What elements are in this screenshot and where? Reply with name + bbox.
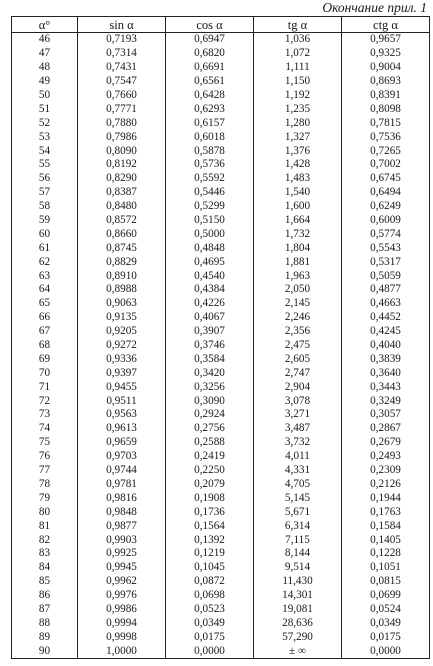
sin-cell: 1,0000 bbox=[78, 644, 166, 658]
angle-cell: 90 bbox=[12, 644, 78, 658]
ctg-cell: 0,4245 bbox=[342, 325, 430, 339]
table-row bbox=[12, 630, 430, 644]
table-row bbox=[12, 366, 430, 380]
angle-cell: 54 bbox=[12, 144, 78, 158]
ctg-cell: 0,7002 bbox=[342, 158, 430, 172]
tg-cell: 2,475 bbox=[254, 339, 342, 353]
ctg-cell: 0,4040 bbox=[342, 339, 430, 353]
angle-cell: 58 bbox=[12, 200, 78, 214]
sin-cell: 0,9925 bbox=[78, 547, 166, 561]
sin-cell: 0,9848 bbox=[78, 505, 166, 519]
sin-cell: 0,9272 bbox=[78, 339, 166, 353]
ctg-cell: 0,4663 bbox=[342, 297, 430, 311]
tg-cell: 1,732 bbox=[254, 227, 342, 241]
sin-cell: 0,8290 bbox=[78, 172, 166, 186]
angle-cell: 60 bbox=[12, 227, 78, 241]
sin-cell: 0,8660 bbox=[78, 227, 166, 241]
ctg-cell: 0,3443 bbox=[342, 380, 430, 394]
table-row bbox=[12, 575, 430, 589]
angle-cell: 49 bbox=[12, 75, 78, 89]
sin-cell: 0,7193 bbox=[78, 33, 166, 47]
cos-cell: 0,1736 bbox=[166, 505, 254, 519]
sin-cell: 0,9659 bbox=[78, 436, 166, 450]
angle-cell: 81 bbox=[12, 519, 78, 533]
ctg-cell: 0,6494 bbox=[342, 186, 430, 200]
ctg-cell: 0,3839 bbox=[342, 352, 430, 366]
angle-cell: 57 bbox=[12, 186, 78, 200]
cos-cell: 0,4695 bbox=[166, 255, 254, 269]
ctg-cell: 0,3057 bbox=[342, 408, 430, 422]
ctg-cell: 0,4452 bbox=[342, 311, 430, 325]
cos-cell: 0,1392 bbox=[166, 533, 254, 547]
sin-cell: 0,7547 bbox=[78, 75, 166, 89]
ctg-cell: 0,2126 bbox=[342, 478, 430, 492]
cos-cell: 0,6691 bbox=[166, 61, 254, 75]
tg-cell: 4,331 bbox=[254, 464, 342, 478]
angle-cell: 64 bbox=[12, 283, 78, 297]
tg-cell: 1,192 bbox=[254, 89, 342, 103]
tg-cell: 1,036 bbox=[254, 33, 342, 47]
table-row bbox=[12, 116, 430, 130]
tg-cell: 3,732 bbox=[254, 436, 342, 450]
angle-cell: 66 bbox=[12, 311, 78, 325]
sin-cell: 0,7771 bbox=[78, 102, 166, 116]
sin-cell: 0,8090 bbox=[78, 144, 166, 158]
tg-cell: 6,314 bbox=[254, 519, 342, 533]
angle-cell: 56 bbox=[12, 172, 78, 186]
cos-cell: 0,5446 bbox=[166, 186, 254, 200]
angle-cell: 88 bbox=[12, 616, 78, 630]
sin-cell: 0,9063 bbox=[78, 297, 166, 311]
ctg-cell: 0,0349 bbox=[342, 616, 430, 630]
table-row bbox=[12, 380, 430, 394]
tg-cell: 9,514 bbox=[254, 561, 342, 575]
cos-cell: 0,5000 bbox=[166, 227, 254, 241]
header-ctg: ctg α bbox=[342, 17, 430, 33]
angle-cell: 83 bbox=[12, 547, 78, 561]
cos-cell: 0,3907 bbox=[166, 325, 254, 339]
cos-cell: 0,3746 bbox=[166, 339, 254, 353]
table-row bbox=[12, 589, 430, 603]
sin-cell: 0,9205 bbox=[78, 325, 166, 339]
header-tg: tg α bbox=[254, 17, 342, 33]
trig-values-table bbox=[11, 16, 430, 659]
sin-cell: 0,9563 bbox=[78, 408, 166, 422]
sin-cell: 0,8572 bbox=[78, 214, 166, 228]
tg-cell: 11,430 bbox=[254, 575, 342, 589]
sin-cell: 0,8480 bbox=[78, 200, 166, 214]
table-row bbox=[12, 478, 430, 492]
table-row bbox=[12, 325, 430, 339]
cos-cell: 0,0349 bbox=[166, 616, 254, 630]
tg-cell: 3,078 bbox=[254, 394, 342, 408]
sin-cell: 0,9994 bbox=[78, 616, 166, 630]
ctg-cell: 0,6009 bbox=[342, 214, 430, 228]
sin-cell: 0,8910 bbox=[78, 269, 166, 283]
table-row bbox=[12, 269, 430, 283]
sin-cell: 0,9336 bbox=[78, 352, 166, 366]
table-row bbox=[12, 436, 430, 450]
tg-cell: 1,483 bbox=[254, 172, 342, 186]
tg-cell: 1,600 bbox=[254, 200, 342, 214]
tg-cell: 1,963 bbox=[254, 269, 342, 283]
cos-cell: 0,6428 bbox=[166, 89, 254, 103]
angle-cell: 63 bbox=[12, 269, 78, 283]
cos-cell: 0,5592 bbox=[166, 172, 254, 186]
tg-cell: 1,376 bbox=[254, 144, 342, 158]
cos-cell: 0,3584 bbox=[166, 352, 254, 366]
table-row bbox=[12, 130, 430, 144]
sin-cell: 0,8988 bbox=[78, 283, 166, 297]
ctg-cell: 0,7265 bbox=[342, 144, 430, 158]
ctg-cell: 0,0524 bbox=[342, 603, 430, 617]
cos-cell: 0,6018 bbox=[166, 130, 254, 144]
table-row bbox=[12, 200, 430, 214]
header-angle: α° bbox=[12, 17, 78, 33]
table-row bbox=[12, 644, 430, 658]
angle-cell: 61 bbox=[12, 241, 78, 255]
ctg-cell: 0,1051 bbox=[342, 561, 430, 575]
ctg-cell: 0,2867 bbox=[342, 422, 430, 436]
ctg-cell: 0,4877 bbox=[342, 283, 430, 297]
tg-cell: 57,290 bbox=[254, 630, 342, 644]
angle-cell: 62 bbox=[12, 255, 78, 269]
cos-cell: 0,2924 bbox=[166, 408, 254, 422]
tg-cell: 2,605 bbox=[254, 352, 342, 366]
ctg-cell: 0,1584 bbox=[342, 519, 430, 533]
sin-cell: 0,8745 bbox=[78, 241, 166, 255]
angle-cell: 51 bbox=[12, 102, 78, 116]
tg-cell: 1,881 bbox=[254, 255, 342, 269]
angle-cell: 47 bbox=[12, 47, 78, 61]
sin-cell: 0,9962 bbox=[78, 575, 166, 589]
cos-cell: 0,6820 bbox=[166, 47, 254, 61]
cos-cell: 0,4540 bbox=[166, 269, 254, 283]
table-row bbox=[12, 547, 430, 561]
angle-cell: 71 bbox=[12, 380, 78, 394]
angle-cell: 50 bbox=[12, 89, 78, 103]
sin-cell: 0,7431 bbox=[78, 61, 166, 75]
tg-cell: 2,050 bbox=[254, 283, 342, 297]
sin-cell: 0,9781 bbox=[78, 478, 166, 492]
tg-cell: 1,280 bbox=[254, 116, 342, 130]
ctg-cell: 0,8391 bbox=[342, 89, 430, 103]
tg-cell: 14,301 bbox=[254, 589, 342, 603]
sin-cell: 0,7660 bbox=[78, 89, 166, 103]
tg-cell: 1,428 bbox=[254, 158, 342, 172]
ctg-cell: 0,3249 bbox=[342, 394, 430, 408]
table-row bbox=[12, 75, 430, 89]
ctg-cell: 0,0699 bbox=[342, 589, 430, 603]
angle-cell: 78 bbox=[12, 478, 78, 492]
table-row bbox=[12, 464, 430, 478]
angle-cell: 55 bbox=[12, 158, 78, 172]
cos-cell: 0,1045 bbox=[166, 561, 254, 575]
table-row bbox=[12, 603, 430, 617]
table-row bbox=[12, 61, 430, 75]
angle-cell: 85 bbox=[12, 575, 78, 589]
table-row bbox=[12, 616, 430, 630]
angle-cell: 89 bbox=[12, 630, 78, 644]
cos-cell: 0,1219 bbox=[166, 547, 254, 561]
tg-cell: 1,540 bbox=[254, 186, 342, 200]
cos-cell: 0,2250 bbox=[166, 464, 254, 478]
ctg-cell: 0,2679 bbox=[342, 436, 430, 450]
sin-cell: 0,9986 bbox=[78, 603, 166, 617]
cos-cell: 0,5736 bbox=[166, 158, 254, 172]
table-row bbox=[12, 283, 430, 297]
angle-cell: 69 bbox=[12, 352, 78, 366]
table-row bbox=[12, 450, 430, 464]
table-row bbox=[12, 561, 430, 575]
sin-cell: 0,9613 bbox=[78, 422, 166, 436]
sin-cell: 0,9816 bbox=[78, 491, 166, 505]
ctg-cell: 0,0000 bbox=[342, 644, 430, 658]
sin-cell: 0,7986 bbox=[78, 130, 166, 144]
tg-cell: 4,011 bbox=[254, 450, 342, 464]
table-row bbox=[12, 505, 430, 519]
ctg-cell: 0,6249 bbox=[342, 200, 430, 214]
tg-cell: ± ∞ bbox=[254, 644, 342, 658]
tg-cell: 2,145 bbox=[254, 297, 342, 311]
tg-cell: 1,664 bbox=[254, 214, 342, 228]
angle-cell: 82 bbox=[12, 533, 78, 547]
ctg-cell: 0,1763 bbox=[342, 505, 430, 519]
cos-cell: 0,0175 bbox=[166, 630, 254, 644]
table-row bbox=[12, 297, 430, 311]
sin-cell: 0,8192 bbox=[78, 158, 166, 172]
tg-cell: 19,081 bbox=[254, 603, 342, 617]
ctg-cell: 0,2309 bbox=[342, 464, 430, 478]
sin-cell: 0,8829 bbox=[78, 255, 166, 269]
ctg-cell: 0,1944 bbox=[342, 491, 430, 505]
cos-cell: 0,4067 bbox=[166, 311, 254, 325]
cos-cell: 0,5150 bbox=[166, 214, 254, 228]
ctg-cell: 0,9325 bbox=[342, 47, 430, 61]
table-row bbox=[12, 158, 430, 172]
angle-cell: 53 bbox=[12, 130, 78, 144]
table-row bbox=[12, 408, 430, 422]
cos-cell: 0,0698 bbox=[166, 589, 254, 603]
cos-cell: 0,2079 bbox=[166, 478, 254, 492]
ctg-cell: 0,8098 bbox=[342, 102, 430, 116]
cos-cell: 0,4226 bbox=[166, 297, 254, 311]
cos-cell: 0,6947 bbox=[166, 33, 254, 47]
tg-cell: 2,246 bbox=[254, 311, 342, 325]
sin-cell: 0,7314 bbox=[78, 47, 166, 61]
sin-cell: 0,9945 bbox=[78, 561, 166, 575]
tg-cell: 2,904 bbox=[254, 380, 342, 394]
angle-cell: 70 bbox=[12, 366, 78, 380]
table-body bbox=[12, 33, 430, 659]
sin-cell: 0,9455 bbox=[78, 380, 166, 394]
tg-cell: 3,271 bbox=[254, 408, 342, 422]
tg-cell: 2,747 bbox=[254, 366, 342, 380]
table-row bbox=[12, 339, 430, 353]
tg-cell: 28,636 bbox=[254, 616, 342, 630]
angle-cell: 79 bbox=[12, 491, 78, 505]
ctg-cell: 0,6745 bbox=[342, 172, 430, 186]
ctg-cell: 0,7536 bbox=[342, 130, 430, 144]
table-row bbox=[12, 519, 430, 533]
sin-cell: 0,9976 bbox=[78, 589, 166, 603]
cos-cell: 0,2419 bbox=[166, 450, 254, 464]
tg-cell: 1,235 bbox=[254, 102, 342, 116]
ctg-cell: 0,0175 bbox=[342, 630, 430, 644]
cos-cell: 0,6293 bbox=[166, 102, 254, 116]
table-row bbox=[12, 172, 430, 186]
tg-cell: 1,072 bbox=[254, 47, 342, 61]
cos-cell: 0,2756 bbox=[166, 422, 254, 436]
tg-cell: 3,487 bbox=[254, 422, 342, 436]
sin-cell: 0,8387 bbox=[78, 186, 166, 200]
tg-cell: 2,356 bbox=[254, 325, 342, 339]
ctg-cell: 0,1405 bbox=[342, 533, 430, 547]
cos-cell: 0,1908 bbox=[166, 491, 254, 505]
ctg-cell: 0,8693 bbox=[342, 75, 430, 89]
table-row bbox=[12, 33, 430, 47]
ctg-cell: 0,5317 bbox=[342, 255, 430, 269]
table-row bbox=[12, 311, 430, 325]
cos-cell: 0,3256 bbox=[166, 380, 254, 394]
table-row bbox=[12, 422, 430, 436]
tg-cell: 1,111 bbox=[254, 61, 342, 75]
header-sin: sin α bbox=[78, 17, 166, 33]
table-row bbox=[12, 47, 430, 61]
cos-cell: 0,5878 bbox=[166, 144, 254, 158]
table-row bbox=[12, 144, 430, 158]
angle-cell: 48 bbox=[12, 61, 78, 75]
table-row bbox=[12, 255, 430, 269]
table-row bbox=[12, 214, 430, 228]
table-row bbox=[12, 241, 430, 255]
sin-cell: 0,9135 bbox=[78, 311, 166, 325]
cos-cell: 0,4384 bbox=[166, 283, 254, 297]
angle-cell: 80 bbox=[12, 505, 78, 519]
angle-cell: 75 bbox=[12, 436, 78, 450]
sin-cell: 0,7880 bbox=[78, 116, 166, 130]
ctg-cell: 0,9657 bbox=[342, 33, 430, 47]
tg-cell: 5,145 bbox=[254, 491, 342, 505]
cos-cell: 0,0000 bbox=[166, 644, 254, 658]
ctg-cell: 0,0815 bbox=[342, 575, 430, 589]
angle-cell: 59 bbox=[12, 214, 78, 228]
tg-cell: 1,804 bbox=[254, 241, 342, 255]
tg-cell: 8,144 bbox=[254, 547, 342, 561]
angle-cell: 76 bbox=[12, 450, 78, 464]
tg-cell: 4,705 bbox=[254, 478, 342, 492]
cos-cell: 0,6561 bbox=[166, 75, 254, 89]
appendix-caption: Окончание прил. 1 bbox=[322, 0, 427, 15]
angle-cell: 72 bbox=[12, 394, 78, 408]
tg-cell: 1,327 bbox=[254, 130, 342, 144]
angle-cell: 65 bbox=[12, 297, 78, 311]
ctg-cell: 0,7815 bbox=[342, 116, 430, 130]
table-row bbox=[12, 102, 430, 116]
table-row bbox=[12, 227, 430, 241]
sin-cell: 0,9397 bbox=[78, 366, 166, 380]
sin-cell: 0,9903 bbox=[78, 533, 166, 547]
cos-cell: 0,0523 bbox=[166, 603, 254, 617]
cos-cell: 0,4848 bbox=[166, 241, 254, 255]
ctg-cell: 0,1228 bbox=[342, 547, 430, 561]
angle-cell: 77 bbox=[12, 464, 78, 478]
table-row bbox=[12, 89, 430, 103]
ctg-cell: 0,5543 bbox=[342, 241, 430, 255]
cos-cell: 0,6157 bbox=[166, 116, 254, 130]
angle-cell: 46 bbox=[12, 33, 78, 47]
angle-cell: 52 bbox=[12, 116, 78, 130]
cos-cell: 0,3090 bbox=[166, 394, 254, 408]
table-row bbox=[12, 186, 430, 200]
tg-cell: 7,115 bbox=[254, 533, 342, 547]
cos-cell: 0,0872 bbox=[166, 575, 254, 589]
ctg-cell: 0,9004 bbox=[342, 61, 430, 75]
angle-cell: 86 bbox=[12, 589, 78, 603]
angle-cell: 74 bbox=[12, 422, 78, 436]
angle-cell: 84 bbox=[12, 561, 78, 575]
tg-cell: 1,150 bbox=[254, 75, 342, 89]
ctg-cell: 0,3640 bbox=[342, 366, 430, 380]
table-row bbox=[12, 352, 430, 366]
table-row bbox=[12, 533, 430, 547]
cos-cell: 0,2588 bbox=[166, 436, 254, 450]
cos-cell: 0,1564 bbox=[166, 519, 254, 533]
table-header-row bbox=[12, 17, 430, 33]
sin-cell: 0,9877 bbox=[78, 519, 166, 533]
angle-cell: 87 bbox=[12, 603, 78, 617]
ctg-cell: 0,2493 bbox=[342, 450, 430, 464]
angle-cell: 73 bbox=[12, 408, 78, 422]
cos-cell: 0,5299 bbox=[166, 200, 254, 214]
header-cos: cos α bbox=[166, 17, 254, 33]
ctg-cell: 0,5774 bbox=[342, 227, 430, 241]
ctg-cell: 0,5059 bbox=[342, 269, 430, 283]
sin-cell: 0,9703 bbox=[78, 450, 166, 464]
table-row bbox=[12, 491, 430, 505]
table-row bbox=[12, 394, 430, 408]
sin-cell: 0,9744 bbox=[78, 464, 166, 478]
sin-cell: 0,9511 bbox=[78, 394, 166, 408]
sin-cell: 0,9998 bbox=[78, 630, 166, 644]
cos-cell: 0,3420 bbox=[166, 366, 254, 380]
angle-cell: 67 bbox=[12, 325, 78, 339]
tg-cell: 5,671 bbox=[254, 505, 342, 519]
angle-cell: 68 bbox=[12, 339, 78, 353]
